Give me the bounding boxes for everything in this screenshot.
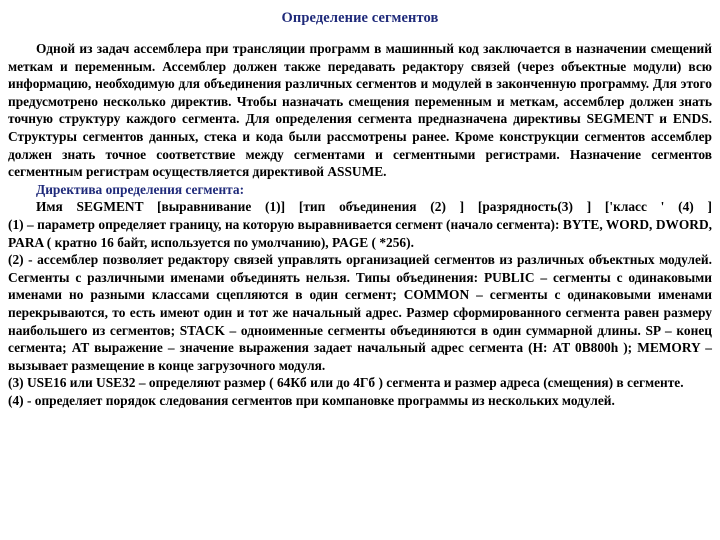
intro-paragraph: Одной из задач ассемблера при трансляции программ в машинный код заключается в назначении смещений меткам и переменным. Ассемблер должен также передавать редактору связей (через объектные модули) всю информацию, необходимую для объединения различных сегментов и модулей в законченную программу. Для этого предусмотрено несколько директив. Чтобы назначать смещения переменным и меткам, ассемблер должен знать точную структуру каждого сегмента. Для определения сегмента предназначена директивы SEGMENT и ENDS. Структуры сегментов данных, стека и кода были рассмотрены ранее. Кроме конструкции сегментов ассемблер должен знать точное соответствие между сегментами и сегментными регистрами. Назначение сегментов сегментным регистрам осуществляется директивой ASSUME. xyxy=(8,41,712,180)
param-1-paragraph: (1) – параметр определяет границу, на которую выравнивается сегмент (начало сегмента): BYTE, WORD, DWORD, PARA ( кратно 16 байт, используется по умолчанию), PAGE ( *256). xyxy=(8,216,712,250)
document-body xyxy=(8,40,712,409)
param-2-paragraph: (2) - ассемблер позволяет редактору связей управлять организацией сегментов из различных объектных модулей. Сегменты с различными именами объединять нельзя. Типы объединения: PUBLIC – сегменты с одинаковыми именами но разными классами сцепляются в один сегмент; COMMON – сегменты с одинаковыми именами перекрываются, то есть имеют один и тот же начальный адрес. Размер сформированного сегмента равен размеру наибольшего из сегментов; STACK – одноименные сегменты объединяются в один суммарной длины. SP – конец сегмента; AT выражение – значение выражения задает начальный адрес сегмента (Н: AT 0B800h ); MEMORY – вызывает размещение в конце загрузочного модуля. xyxy=(8,252,712,373)
param-3-paragraph: (3) USE16 или USE32 – определяют размер ( 64Кб или до 4Гб ) сегмента и размер адреса (смещения) в сегменте. xyxy=(8,375,684,391)
page-title: Определение сегментов xyxy=(281,10,439,26)
directive-subheading: Директива определения сегмента: xyxy=(36,181,245,197)
segment-syntax-line: Имя SEGMENT [выравнивание (1)] [тип объединения (2) ] [разрядность(3) ] ['класс ' (4) ] xyxy=(36,199,712,215)
param-4-paragraph: (4) - определяет порядок следования сегментов при компановке программы из нескольких модулей. xyxy=(8,392,615,408)
